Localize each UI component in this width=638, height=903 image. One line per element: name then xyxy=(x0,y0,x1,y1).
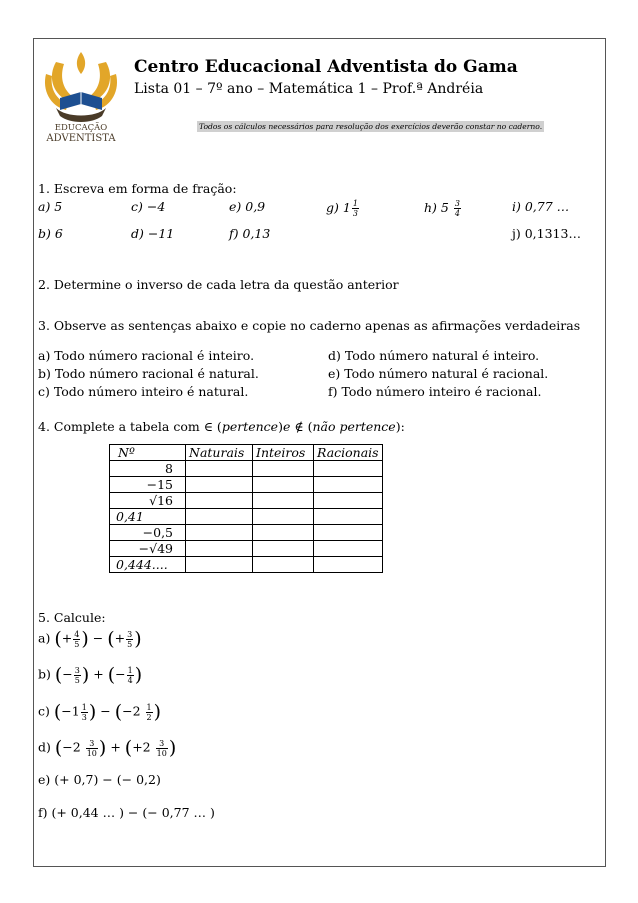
answer-cell[interactable] xyxy=(186,557,253,573)
q5-d1-whole: −2 xyxy=(62,739,81,755)
q5-d1-num: 3 xyxy=(86,739,98,749)
table-row xyxy=(110,557,383,573)
instructions-note: Todos os cálculos necessários para resolução dos exercícios deverão constar no caderno. xyxy=(199,122,543,131)
q5-d2-den: 10 xyxy=(156,748,167,758)
table-row xyxy=(110,509,383,525)
q5-a-op: − xyxy=(92,630,104,646)
q5-title: 5. Calcule: xyxy=(38,610,106,625)
table-header-row xyxy=(110,445,383,461)
q5-b: b) (− $\frac{3}{5}$ ) + (− $\frac{1}{4}$ ) xyxy=(38,664,143,686)
answer-cell[interactable] xyxy=(186,509,253,525)
row-label: 8 xyxy=(110,461,186,477)
answer-cell[interactable] xyxy=(186,541,253,557)
q1-i: i) 0,77 … xyxy=(512,199,570,214)
q5-a2-den: 5 xyxy=(127,639,133,649)
q5-c-op: − xyxy=(100,703,111,719)
q1-g-den: 3 xyxy=(352,209,358,218)
q3-f: f) Todo número inteiro é racional. xyxy=(328,384,542,399)
q5-c2-num: 1 xyxy=(146,702,152,712)
logo-text-line1: EDUCAÇÃO xyxy=(54,123,108,133)
q5-a: a) (+ $\frac{4}{5}$ ) − (+ $\frac{3}{5}$ ) xyxy=(38,628,142,650)
q5-c1-whole: −1 xyxy=(61,703,80,719)
table-row xyxy=(110,477,383,493)
q5-e: e) (+ 0,7) − (− 0,2) xyxy=(38,772,161,787)
answer-cell[interactable] xyxy=(186,477,253,493)
answer-cell[interactable] xyxy=(253,509,314,525)
answer-cell[interactable] xyxy=(253,461,314,477)
answer-cell[interactable] xyxy=(314,493,383,509)
q1-e: e) 0,9 xyxy=(229,199,266,214)
q4-table xyxy=(109,444,383,573)
q4-title-mid2: ∉ ( xyxy=(290,419,313,434)
row-label: 0,41 xyxy=(110,509,186,525)
q4-title-end: ): xyxy=(395,419,405,434)
header-cell: Naturais xyxy=(186,445,253,461)
answer-cell[interactable] xyxy=(314,477,383,493)
answer-cell[interactable] xyxy=(314,557,383,573)
q5-c2-whole: −2 xyxy=(122,703,141,719)
q5-c2-den: 2 xyxy=(146,712,152,722)
q4-pertence: pertence xyxy=(221,419,279,434)
q5-d-op: + xyxy=(110,739,121,755)
header-cell: Inteiros xyxy=(253,445,314,461)
q5-c1-den: 3 xyxy=(81,712,87,722)
answer-cell[interactable] xyxy=(314,525,383,541)
answer-cell[interactable] xyxy=(253,557,314,573)
q5-a1-den: 5 xyxy=(74,639,80,649)
q5-b1-sign: − xyxy=(62,666,73,682)
q5-c1-num: 1 xyxy=(81,702,87,712)
q1-f: f) 0,13 xyxy=(229,226,271,241)
header-cell: Racionais xyxy=(314,445,383,461)
table-row xyxy=(110,541,383,557)
q4-title-start: 4. Complete a tabela com ∈ ( xyxy=(38,419,222,434)
q5-b1-num: 3 xyxy=(74,665,80,675)
q3-e: e) Todo número natural é racional. xyxy=(328,366,549,381)
q5-d-label: d) xyxy=(38,739,51,755)
q4-nao-pertence: não pertence xyxy=(312,419,396,434)
q5-b1-den: 5 xyxy=(74,675,80,685)
q3-a: a) Todo número racional é inteiro. xyxy=(38,348,255,363)
q5-a-label: a) xyxy=(38,630,51,646)
q1-g-label: g) 1 xyxy=(326,200,351,215)
q1-c: c) −4 xyxy=(131,199,166,214)
q1-d: d) −11 xyxy=(131,226,175,241)
q5-d2-num: 3 xyxy=(156,739,168,749)
answer-cell[interactable] xyxy=(253,525,314,541)
q5-b2-sign: − xyxy=(115,666,126,682)
q3-d: d) Todo número natural é inteiro. xyxy=(328,348,540,363)
q4-title xyxy=(38,419,405,434)
q1-j: j) 0,1313… xyxy=(512,226,581,241)
row-label: −0,5 xyxy=(110,525,186,541)
answer-cell[interactable] xyxy=(314,461,383,477)
table-row xyxy=(110,493,383,509)
school-logo xyxy=(38,46,124,142)
list-subtitle: Lista 01 – 7º ano – Matemática 1 – Prof.ª Andréia xyxy=(134,81,484,97)
answer-cell[interactable] xyxy=(186,461,253,477)
logo-text-line2: ADVENTISTA xyxy=(46,133,116,142)
q1-h-den: 4 xyxy=(454,209,460,218)
q5-b-op: + xyxy=(93,666,104,682)
table-row xyxy=(110,461,383,477)
q5-d1-den: 10 xyxy=(86,748,97,758)
q5-c-label: c) xyxy=(38,703,50,719)
q5-d: d) (−2 $\frac{3}{10}$ ) + (+2 $\frac{3}{10}$ ) xyxy=(38,737,177,759)
q3-title: 3. Observe as sentenças abaixo e copie no caderno apenas as afirmações verdadeiras xyxy=(38,318,581,333)
answer-cell[interactable] xyxy=(253,493,314,509)
header-cell: Nº xyxy=(110,445,186,461)
answer-cell[interactable] xyxy=(314,541,383,557)
q1-g-num: 1 xyxy=(352,199,358,208)
q1-g xyxy=(326,199,360,218)
q4-e-word: e xyxy=(282,419,291,434)
q1-b: b) 6 xyxy=(38,226,63,241)
row-label: −√49 xyxy=(110,541,186,557)
q1-h xyxy=(424,199,462,218)
answer-cell[interactable] xyxy=(314,509,383,525)
q3-c: c) Todo número inteiro é natural. xyxy=(38,384,249,399)
q1-h-label: h) 5 xyxy=(424,200,449,215)
q5-a2-num: 3 xyxy=(127,629,133,639)
q5-a2-sign: + xyxy=(114,630,126,646)
q1-h-num: 3 xyxy=(454,199,460,208)
q3-b: b) Todo número racional é natural. xyxy=(38,366,259,381)
row-label: √16 xyxy=(110,493,186,509)
q5-f: f) (+ 0,44 … ) − (− 0,77 … ) xyxy=(38,805,215,820)
q5-b2-den: 4 xyxy=(127,675,133,685)
q2-title: 2. Determine o inverso de cada letra da questão anterior xyxy=(38,277,399,292)
answer-cell[interactable] xyxy=(253,541,314,557)
q5-b-label: b) xyxy=(38,666,51,682)
q5-b2-num: 1 xyxy=(127,665,133,675)
q5-a1-num: 4 xyxy=(74,629,80,639)
q1-a: a) 5 xyxy=(38,199,63,214)
row-label: −15 xyxy=(110,477,186,493)
q5-d2-whole: +2 xyxy=(132,739,151,755)
answer-cell[interactable] xyxy=(186,493,253,509)
q1-title: 1. Escreva em forma de fração: xyxy=(38,181,237,196)
row-label: 0,444.... xyxy=(110,557,186,573)
table-row xyxy=(110,525,383,541)
q5-c: c) (−1 $\frac{1}{3}$ ) − (−2 $\frac{1}{2}$ ) xyxy=(38,701,162,723)
school-title: Centro Educacional Adventista do Gama xyxy=(134,57,518,77)
answer-cell[interactable] xyxy=(186,525,253,541)
q4-title-mid: ) xyxy=(278,419,283,434)
q5-a1-sign: + xyxy=(61,630,73,646)
answer-cell[interactable] xyxy=(253,477,314,493)
